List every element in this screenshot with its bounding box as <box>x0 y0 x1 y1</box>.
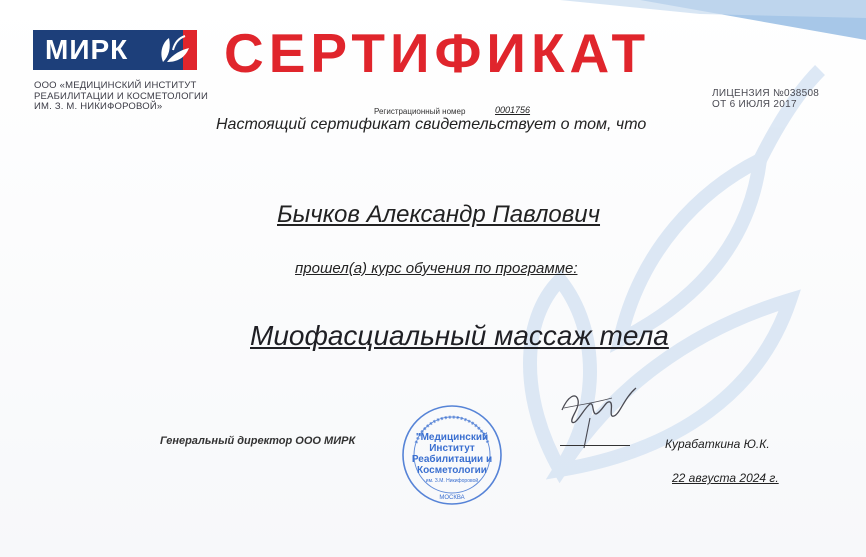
logo-text: МИРК <box>45 34 129 65</box>
signatory-name: Курабаткина Ю.К. <box>665 437 770 451</box>
logo-box <box>33 30 153 70</box>
intro-text: Настоящий сертификат свидетельствует о том, что <box>216 116 647 133</box>
license-number: ЛИЦЕНЗИЯ №038508 <box>712 88 820 99</box>
issue-date: 22 августа 2024 г. <box>672 471 779 485</box>
organization-line: ООО «МЕДИЦИНСКИЙ ИНСТИТУТ <box>34 80 197 91</box>
logo <box>33 30 197 70</box>
round-stamp <box>400 403 504 507</box>
course-name: Миофасциальный массаж тела <box>250 320 669 351</box>
director-label: Генеральный директор ООО МИРК <box>160 435 356 447</box>
organization-line: РЕАБИЛИТАЦИИ И КОСМЕТОЛОГИИ <box>34 90 209 102</box>
organization-name <box>34 81 234 113</box>
logo-leaf-icon <box>153 30 197 70</box>
certificate-title: СЕРТИФИКАТ <box>224 22 651 84</box>
license-date: ОТ 6 ИЮЛЯ 2017 <box>712 99 797 110</box>
passed-course-text: прошел(а) курс обучения по программе: <box>295 260 578 277</box>
signature <box>550 378 640 450</box>
recipient-name: Бычков Александр Павлович <box>277 201 601 228</box>
stamp-line: Институт <box>429 443 475 454</box>
stamp-small-line: им. З.М. Никифоровой <box>425 478 479 484</box>
stamp-line: "Медицинский <box>415 432 489 443</box>
registration-label: Регистрационный номер <box>374 107 466 116</box>
registration-number: 0001756 <box>495 105 531 115</box>
stamp-city: МОСКВА <box>439 495 465 501</box>
signature-line <box>560 445 630 446</box>
stamp-line: Реабилитации и <box>411 454 493 465</box>
license-info <box>712 88 842 110</box>
stamp-line: Косметологии <box>417 465 487 476</box>
organization-line: ИМ. З. М. НИКИФОРОВОЙ» <box>34 101 163 112</box>
